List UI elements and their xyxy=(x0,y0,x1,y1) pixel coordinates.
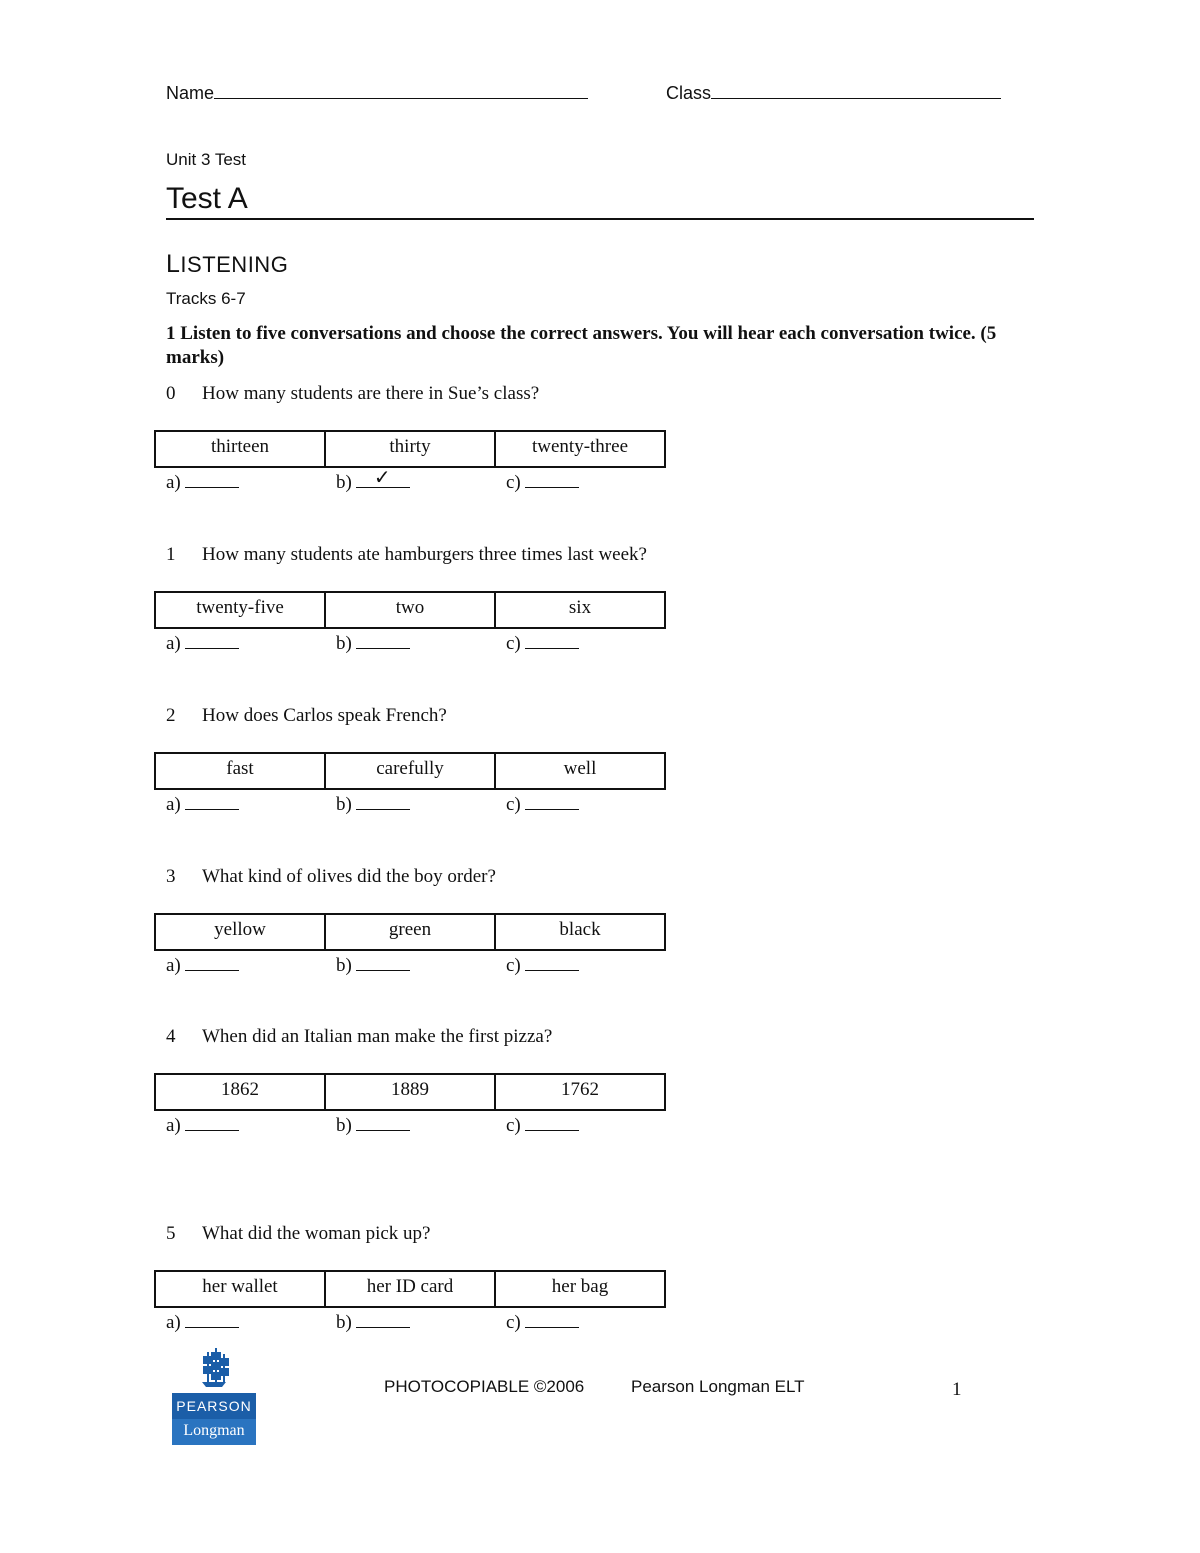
answer-label: b) xyxy=(336,1115,352,1136)
title-divider xyxy=(166,218,1034,220)
option-cell: fast xyxy=(156,754,326,788)
question-number: 2 xyxy=(166,705,176,726)
answer-blank[interactable] xyxy=(356,467,410,489)
option-cell: green xyxy=(326,915,496,949)
answer-b xyxy=(336,632,410,655)
answer-blank[interactable] xyxy=(185,793,239,810)
answer-c xyxy=(506,632,579,655)
option-cell: twenty-five xyxy=(156,593,326,627)
answer-label: b) xyxy=(336,472,352,493)
check-mark-icon: ✓ xyxy=(373,467,391,489)
answer-a xyxy=(166,793,239,816)
option-cell: yellow xyxy=(156,915,326,949)
answer-c xyxy=(506,1311,579,1334)
answer-blank[interactable] xyxy=(185,954,239,971)
footer-publisher: Pearson Longman ELT xyxy=(631,1377,805,1396)
option-cell: twenty-three xyxy=(531,436,628,457)
answer-blank[interactable] xyxy=(525,793,579,810)
answer-blank[interactable] xyxy=(525,632,579,649)
question-prompt: How many students are there in Sue’s class? xyxy=(202,383,540,404)
answer-blank[interactable] xyxy=(525,471,579,488)
class-field[interactable] xyxy=(711,82,1001,99)
answer-blank[interactable] xyxy=(185,1311,239,1328)
footer-photocopiable: PHOTOCOPIABLE ©2006 xyxy=(384,1377,585,1396)
answer-blank[interactable] xyxy=(356,1114,410,1131)
answer-a xyxy=(166,1114,239,1137)
name-class-row xyxy=(166,82,1001,104)
answer-blank[interactable] xyxy=(525,1311,579,1328)
answer-c xyxy=(506,954,579,977)
option-cell: six xyxy=(568,597,592,618)
instruction-text: 1 Listen to five conversations and choose the correct answers. You will hear each conversation twice. (5 marks) xyxy=(166,323,997,368)
answer-blank[interactable] xyxy=(356,793,410,810)
section-first-letter: L xyxy=(166,250,181,278)
option-cell: black xyxy=(559,919,601,940)
option-cell: her ID card xyxy=(326,1272,496,1306)
question-prompt: How does Carlos speak French? xyxy=(202,705,447,726)
answer-label: c) xyxy=(506,1115,521,1136)
answer-b xyxy=(336,1114,410,1137)
page-number: 1 xyxy=(952,1379,962,1400)
question-text xyxy=(166,383,539,405)
answer-b xyxy=(336,793,410,816)
logo-pearson-text: PEARSON xyxy=(172,1393,256,1419)
answer-label: a) xyxy=(166,794,181,815)
unit-label: Unit 3 Test xyxy=(166,150,247,169)
option-cell: carefully xyxy=(326,754,496,788)
logo-longman-text: Longman xyxy=(172,1419,256,1445)
answer-label: a) xyxy=(166,472,181,493)
pearson-longman-logo xyxy=(172,1346,256,1440)
question-text xyxy=(166,1223,430,1245)
answer-blank[interactable] xyxy=(356,954,410,971)
option-table xyxy=(154,430,666,468)
answer-label: b) xyxy=(336,955,352,976)
answer-b xyxy=(336,954,410,977)
answer-label: a) xyxy=(166,955,181,976)
answer-label: c) xyxy=(506,633,521,654)
question-prompt: How many students ate hamburgers three times last week? xyxy=(202,544,647,565)
option-cell: 1762 xyxy=(561,1079,599,1100)
answer-label: a) xyxy=(166,633,181,654)
answer-b xyxy=(336,1311,410,1334)
answer-blank[interactable] xyxy=(525,954,579,971)
answer-label: c) xyxy=(506,794,521,815)
question-number: 3 xyxy=(166,866,176,887)
class-label: Class xyxy=(666,83,712,103)
question-number: 0 xyxy=(166,383,176,404)
answer-label: c) xyxy=(506,1312,521,1333)
option-cell: 1889 xyxy=(326,1075,496,1109)
answer-blank[interactable] xyxy=(356,632,410,649)
tracks-label: Tracks 6-7 xyxy=(166,289,246,308)
question-prompt: When did an Italian man make the first pizza? xyxy=(202,1026,553,1047)
answer-blank[interactable] xyxy=(185,471,239,488)
answer-c xyxy=(506,793,579,816)
answer-label: b) xyxy=(336,1312,352,1333)
answer-a xyxy=(166,471,239,494)
answer-blank[interactable] xyxy=(185,632,239,649)
question-text xyxy=(166,544,647,566)
answer-a xyxy=(166,1311,239,1334)
answer-label: b) xyxy=(336,633,352,654)
option-cell: her bag xyxy=(551,1276,609,1297)
answer-label: b) xyxy=(336,794,352,815)
option-table xyxy=(154,1073,666,1111)
option-cell: thirty xyxy=(326,432,496,466)
answer-blank[interactable] xyxy=(356,1311,410,1328)
option-cell: her wallet xyxy=(156,1272,326,1306)
option-table xyxy=(154,752,666,790)
name-label: Name xyxy=(166,83,215,103)
answer-c xyxy=(506,1114,579,1137)
question-prompt: What kind of olives did the boy order? xyxy=(202,866,496,887)
option-cell: two xyxy=(326,593,496,627)
option-table xyxy=(154,913,666,951)
question-text xyxy=(166,705,447,727)
answer-label: c) xyxy=(506,472,521,493)
answer-b xyxy=(336,467,410,494)
question-number: 1 xyxy=(166,544,176,565)
question-text xyxy=(166,1026,552,1048)
answer-blank[interactable] xyxy=(525,1114,579,1131)
answer-label: a) xyxy=(166,1312,181,1333)
answer-a xyxy=(166,954,239,977)
option-cell: 1862 xyxy=(156,1075,326,1109)
question-number: 4 xyxy=(166,1026,176,1047)
question-text xyxy=(166,866,496,888)
option-table xyxy=(154,591,666,629)
answer-c xyxy=(506,471,579,494)
answer-a xyxy=(166,632,239,655)
ship-icon xyxy=(172,1346,256,1388)
answer-blank[interactable] xyxy=(185,1114,239,1131)
option-cell: well xyxy=(563,758,597,779)
answer-label: a) xyxy=(166,1115,181,1136)
question-number: 5 xyxy=(166,1223,176,1244)
option-cell: thirteen xyxy=(156,432,326,466)
page-title: Test A xyxy=(166,182,248,215)
name-field[interactable] xyxy=(214,82,588,99)
section-heading xyxy=(166,250,288,279)
answer-label: c) xyxy=(506,955,521,976)
section-rest: ISTENING xyxy=(180,252,289,277)
option-table xyxy=(154,1270,666,1308)
question-prompt: What did the woman pick up? xyxy=(202,1223,431,1244)
